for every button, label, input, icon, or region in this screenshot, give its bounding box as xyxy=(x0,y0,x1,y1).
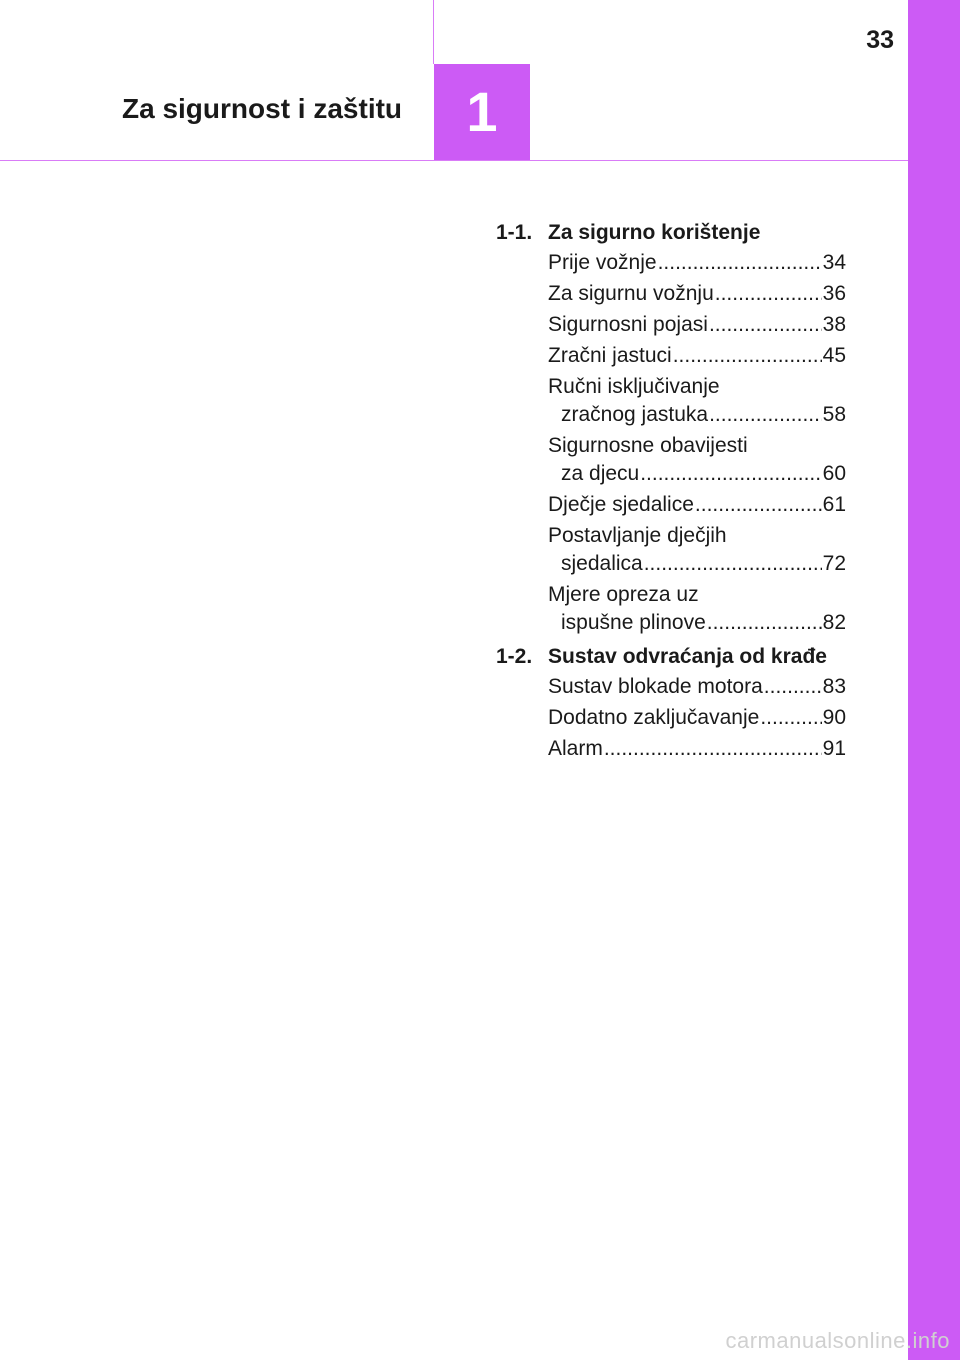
toc-entry[interactable] xyxy=(548,581,846,637)
toc-entry[interactable] xyxy=(548,491,846,519)
toc-entry-page: 45 xyxy=(822,344,846,367)
toc-entry-title: Mjere opreza uz xyxy=(548,583,699,606)
dot-leader xyxy=(715,280,822,308)
toc-entry-title-continued: za djecu xyxy=(561,462,640,485)
dot-leader xyxy=(709,311,822,339)
toc-entry-title: Prije vožnje xyxy=(548,251,657,274)
toc-entry[interactable] xyxy=(548,432,846,488)
toc-section-number: 1-1. xyxy=(496,221,533,244)
toc-section-heading[interactable] xyxy=(496,219,846,247)
table-of-contents xyxy=(496,219,846,766)
toc-entry[interactable] xyxy=(548,373,846,429)
dot-leader xyxy=(695,491,822,519)
toc-section-title: Sustav odvraćanja od krađe xyxy=(548,645,827,668)
toc-entry-title: Ručni isključivanje xyxy=(548,375,720,398)
toc-entry[interactable] xyxy=(548,673,846,701)
header-divider-vertical xyxy=(433,0,434,64)
chapter-title: Za sigurnost i zaštitu xyxy=(122,93,403,124)
toc-entry-title-continued: ispušne plinove xyxy=(561,611,706,634)
toc-entry-page: 34 xyxy=(822,251,846,274)
toc-entry-title: Sigurnosni pojasi xyxy=(548,313,708,336)
toc-entry-page: 72 xyxy=(822,552,846,575)
toc-entry-title-continued: sjedalica xyxy=(561,552,643,575)
dot-leader xyxy=(673,342,822,370)
toc-section-number: 1-2. xyxy=(496,645,533,668)
toc-entry-title: Sigurnosne obavijesti xyxy=(548,434,748,457)
dot-leader xyxy=(707,609,822,637)
dot-leader xyxy=(764,673,822,701)
toc-entry[interactable] xyxy=(548,280,846,308)
header-divider xyxy=(0,160,908,161)
toc-entry-page: 60 xyxy=(822,462,846,485)
toc-entry[interactable] xyxy=(548,249,846,277)
dot-leader xyxy=(658,249,822,277)
toc-entry-title: Dječje sjedalice xyxy=(548,493,694,516)
toc-entry-title: Za sigurnu vožnju xyxy=(548,282,714,305)
toc-entry[interactable] xyxy=(548,342,846,370)
toc-entry-page: 82 xyxy=(822,611,846,634)
toc-entry-title-continued: zračnog jastuka xyxy=(561,403,709,426)
chapter-side-tab xyxy=(908,0,960,1360)
toc-entry-page: 61 xyxy=(822,493,846,516)
dot-leader xyxy=(640,460,821,488)
chapter-number: 1 xyxy=(466,80,498,143)
toc-entry-page: 38 xyxy=(822,313,846,336)
toc-entry-page: 90 xyxy=(822,706,846,729)
toc-entry-page: 91 xyxy=(822,737,846,760)
toc-entry-page: 83 xyxy=(822,675,846,698)
toc-entry-page: 58 xyxy=(822,403,846,426)
toc-entry[interactable] xyxy=(548,311,846,339)
chapter-number-box xyxy=(434,64,530,160)
dot-leader xyxy=(760,704,821,732)
toc-entry[interactable] xyxy=(548,522,846,578)
toc-entry-title: Alarm xyxy=(548,737,603,760)
dot-leader xyxy=(709,401,822,429)
toc-entry-page: 36 xyxy=(822,282,846,305)
toc-entry-title: Zračni jastuci xyxy=(548,344,672,367)
toc-section-heading[interactable] xyxy=(496,643,846,671)
page-number: 33 xyxy=(866,26,894,54)
toc-entry-title: Sustav blokade motora xyxy=(548,675,763,698)
dot-leader xyxy=(644,550,822,578)
toc-section-title: Za sigurno korištenje xyxy=(548,221,761,244)
toc-entry[interactable] xyxy=(548,704,846,732)
watermark: carmanualsonline.info xyxy=(725,1328,950,1353)
toc-entry[interactable] xyxy=(548,735,846,763)
toc-entry-title: Postavljanje dječjih xyxy=(548,524,727,547)
toc-entry-title: Dodatno zaključavanje xyxy=(548,706,760,729)
dot-leader xyxy=(604,735,822,763)
